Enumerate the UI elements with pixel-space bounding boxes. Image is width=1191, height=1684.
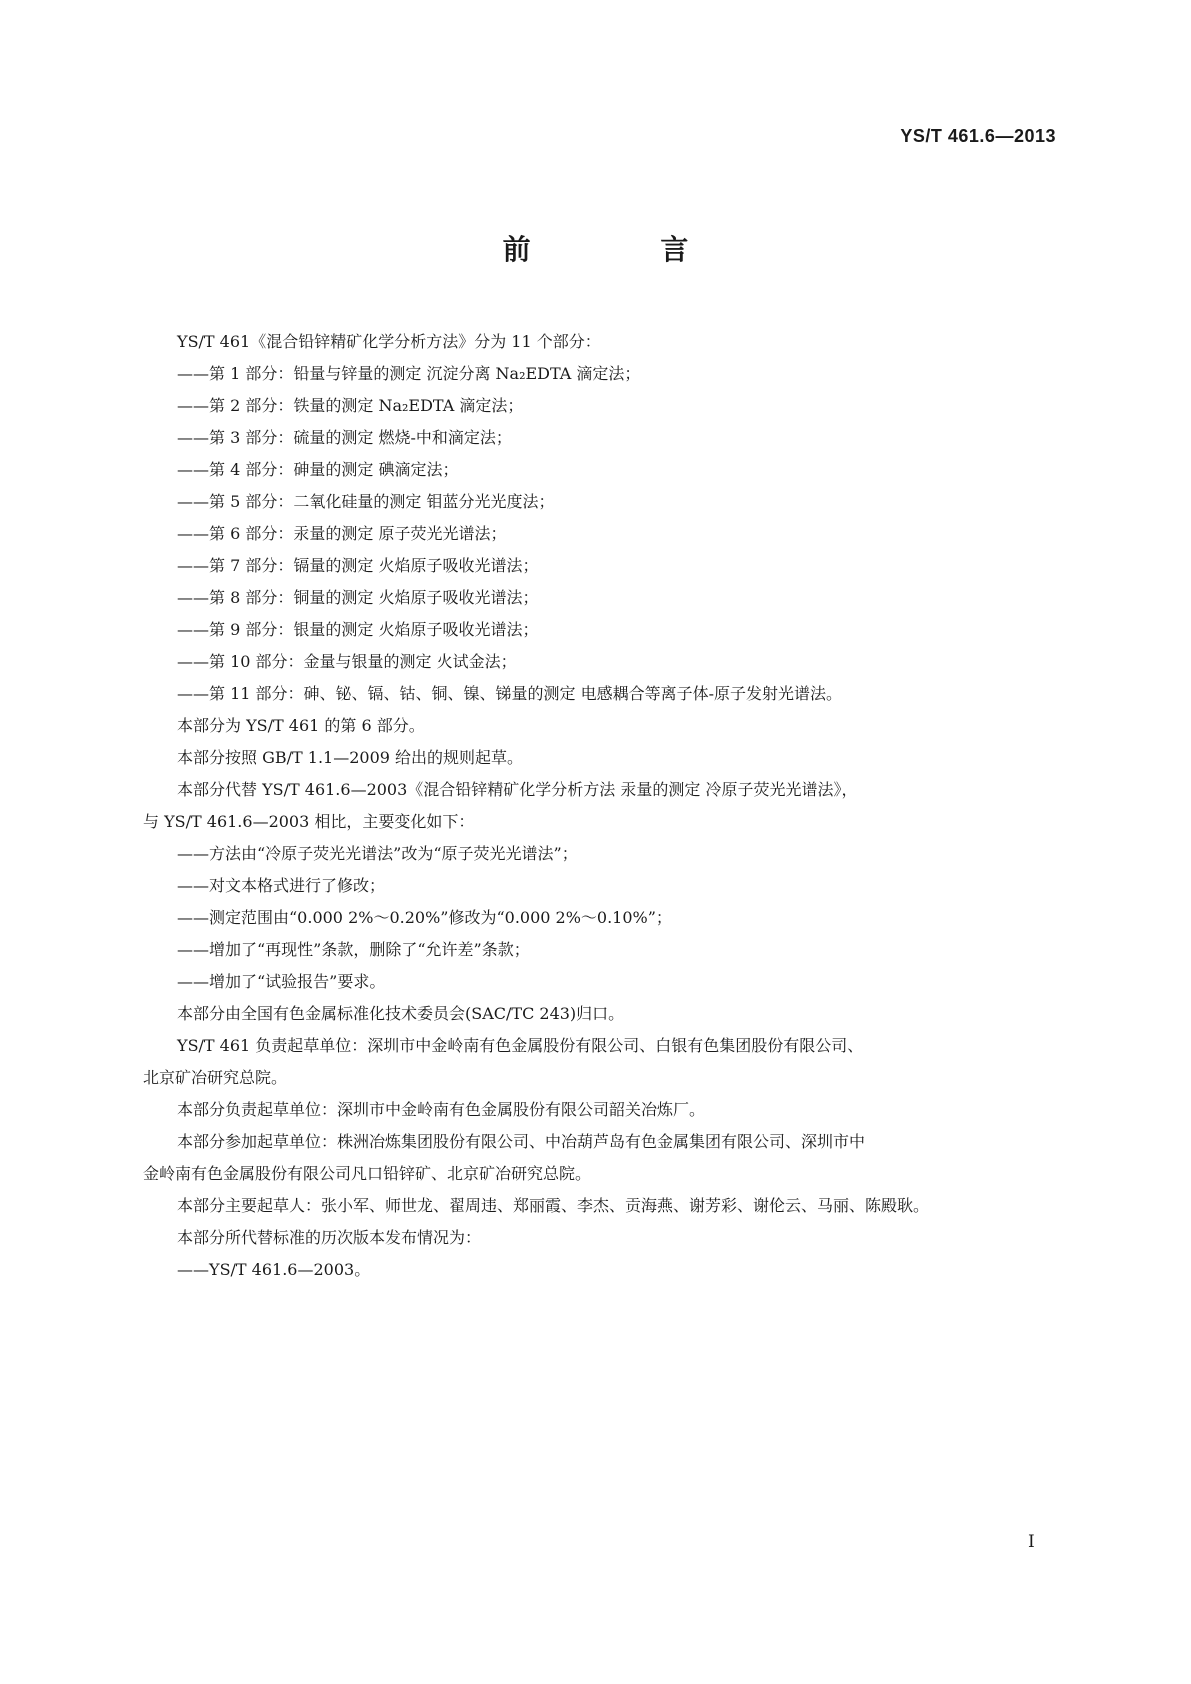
- this-part-paragraph: 本部分为 YS/T 461 的第 6 部分。: [177, 716, 425, 735]
- drafters-paragraph: 本部分主要起草人：张小军、师世龙、翟周违、郑丽霞、李杰、贡海燕、谢芳彩、谢伦云、马丽、陈殿耿。: [177, 1196, 930, 1215]
- drafter-unit-line: 北京矿冶研究总院。: [143, 1068, 288, 1087]
- part-item: ——第 9 部分：银量的测定 火焰原子吸收光谱法；: [177, 620, 539, 639]
- drafting-rule-paragraph: 本部分按照 GB/T 1.1—2009 给出的规则起草。: [177, 748, 524, 767]
- participating-unit-line: 金岭南有色金属股份有限公司凡口铅锌矿、北京矿冶研究总院。: [143, 1164, 592, 1183]
- replaces-paragraph-line: 本部分代替 YS/T 461.6—2003《混合铅锌精矿化学分析方法 汞量的测定 冷原子荧光光谱法》，: [177, 780, 858, 799]
- replaces-paragraph-line: 与 YS/T 461.6—2003 相比，主要变化如下：: [143, 812, 475, 831]
- intro-paragraph: YS/T 461《混合铅锌精矿化学分析方法》分为 11 个部分：: [177, 332, 601, 351]
- part-item: ——第 5 部分：二氧化硅量的测定 钼蓝分光光度法；: [177, 492, 555, 511]
- change-item: ——对文本格式进行了修改；: [177, 876, 386, 895]
- page-title: 前 言: [502, 233, 749, 266]
- part-item: ——第 11 部分：砷、铋、镉、钴、铜、镍、锑量的测定 电感耦合等离子体-原子发射光谱法。: [177, 684, 843, 703]
- part-item: ——第 4 部分：砷量的测定 碘滴定法；: [177, 460, 459, 479]
- part-item: ——第 6 部分：汞量的测定 原子荧光光谱法；: [177, 524, 507, 543]
- committee-paragraph: 本部分由全国有色金属标准化技术委员会(SAC/TC 243)归口。: [177, 1004, 625, 1023]
- change-item: ——增加了“再现性”条款，删除了“允许差”条款；: [177, 940, 530, 959]
- change-item: ——方法由“冷原子荧光光谱法”改为“原子荧光光谱法”；: [177, 844, 578, 863]
- standard-code: YS/T 461.6—2013: [900, 126, 1056, 146]
- foreword-body: [143, 326, 1057, 1286]
- responsible-unit-paragraph: 本部分负责起草单位：深圳市中金岭南有色金属股份有限公司韶关冶炼厂。: [177, 1100, 706, 1119]
- part-item: ——第 10 部分：金量与银量的测定 火试金法；: [177, 652, 517, 671]
- history-item: ——YS/T 461.6—2003。: [177, 1260, 371, 1279]
- part-item: ——第 3 部分：硫量的测定 燃烧-中和滴定法；: [177, 428, 512, 447]
- part-item: ——第 2 部分：铁量的测定 Na₂EDTA 滴定法；: [177, 396, 524, 415]
- page-number: I: [1028, 1532, 1035, 1552]
- history-intro-paragraph: 本部分所代替标准的历次版本发布情况为：: [177, 1228, 482, 1247]
- change-item: ——增加了“试验报告”要求。: [177, 972, 386, 991]
- participating-unit-line: 本部分参加起草单位：株洲冶炼集团股份有限公司、中冶葫芦岛有色金属集团有限公司、深圳市中: [177, 1132, 866, 1151]
- part-item: ——第 8 部分：铜量的测定 火焰原子吸收光谱法；: [177, 588, 539, 607]
- change-item: ——测定范围由“0.000 2%～0.20%”修改为“0.000 2%～0.10%”；: [177, 908, 672, 927]
- drafter-unit-line: YS/T 461 负责起草单位：深圳市中金岭南有色金属股份有限公司、白银有色集团股份有限公司、: [177, 1036, 864, 1055]
- part-item: ——第 7 部分：镉量的测定 火焰原子吸收光谱法；: [177, 556, 539, 575]
- part-item: ——第 1 部分：铅量与锌量的测定 沉淀分离 Na₂EDTA 滴定法；: [177, 364, 641, 383]
